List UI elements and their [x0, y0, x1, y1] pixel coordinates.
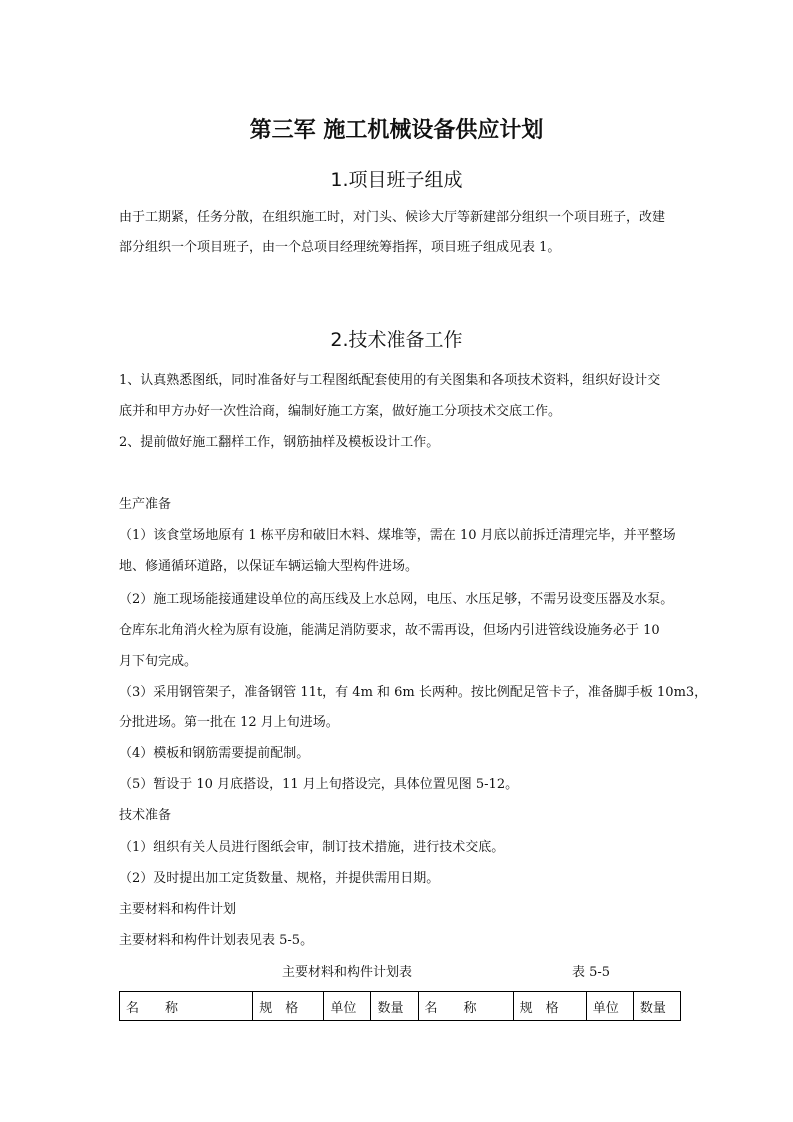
- production-line-5: 月下旬完成。: [119, 654, 198, 669]
- section1-heading: 1.项目班子组成: [330, 169, 463, 191]
- production-heading: 生产准备: [119, 497, 172, 512]
- production-line-8: （4）模板和钢筋需要提前配制。: [119, 746, 310, 761]
- production-line-4: 仓库东北角消火栓为原有设施，能满足消防要求，故不需再设，但场内引进管线设施务必于 10: [119, 623, 660, 638]
- production-line-2: 地、修通循环道路，以保证车辆运输大型构件进场。: [119, 559, 419, 574]
- production-line-3: （2）施工现场能接通建设单位的高压线及上水总网，电压、水压足够，不需另设变压器及水泵。: [119, 592, 674, 607]
- production-line-9: （5）暂设于 10 月底搭设，11 月上旬搭设完，具体位置见图 5-12。: [119, 777, 519, 792]
- production-line-7: 分批进场。第一批在 12 月上旬进场。: [119, 715, 339, 730]
- section1-line-2: 部分组织一个项目班子，由一个总项目经理统筹指挥，项目班子组成见表 1。: [119, 240, 561, 255]
- table-header-row: [120, 992, 681, 1021]
- table-header-cell: 名 称: [120, 992, 253, 1021]
- table-header-cell: 名 称: [418, 992, 513, 1021]
- materials-heading: 主要材料和构件计划: [119, 902, 237, 917]
- section2-line-1: 1、认真熟悉图纸，同时准备好与工程图纸配套使用的有关图集和各项技术资料，组织好设计交: [119, 373, 661, 388]
- technical-line-1: （1）组织有关人员进行图纸会审，制订技术措施，进行技术交底。: [119, 840, 505, 855]
- page-title: 第三军 施工机械设备供应计划: [249, 118, 544, 143]
- table-header-cell: 规 格: [253, 992, 324, 1021]
- table-header-cell: 单位: [324, 992, 371, 1021]
- table-header-cell: 数量: [371, 992, 418, 1021]
- production-line-6: （3）采用钢管架子，准备钢管 11t，有 4m 和 6m 长两种。按比例配足管卡子，准备脚手板 10m3，: [119, 685, 708, 700]
- materials-line: 主要材料和构件计划表见表 5-5。: [119, 933, 314, 948]
- technical-line-2: （2）及时提出加工定货数量、规格，并提供需用日期。: [119, 871, 440, 886]
- table-caption: 主要材料和构件计划表: [282, 965, 413, 980]
- table-number: 表 5-5: [572, 965, 611, 980]
- section2-line-3: 2、提前做好施工翻样工作，钢筋抽样及模板设计工作。: [119, 435, 440, 450]
- table-header-cell: 规 格: [513, 992, 586, 1021]
- technical-heading: 技术准备: [119, 808, 172, 823]
- production-line-1: （1）该食堂场地原有 1 栋平房和破旧木料、煤堆等，需在 10 月底以前拆迁清理完毕，并平整场: [119, 528, 676, 543]
- materials-table: [119, 991, 681, 1021]
- section1-line-1: 由于工期紧，任务分散，在组织施工时，对门头、候诊大厅等新建部分组织一个项目班子，改建: [119, 210, 666, 225]
- section2-line-2: 底并和甲方办好一次性洽商，编制好施工方案，做好施工分项技术交底工作。: [119, 404, 562, 419]
- table-header-cell: 单位: [586, 992, 633, 1021]
- table-header-cell: 数量: [633, 992, 680, 1021]
- section2-heading: 2.技术准备工作: [330, 329, 463, 351]
